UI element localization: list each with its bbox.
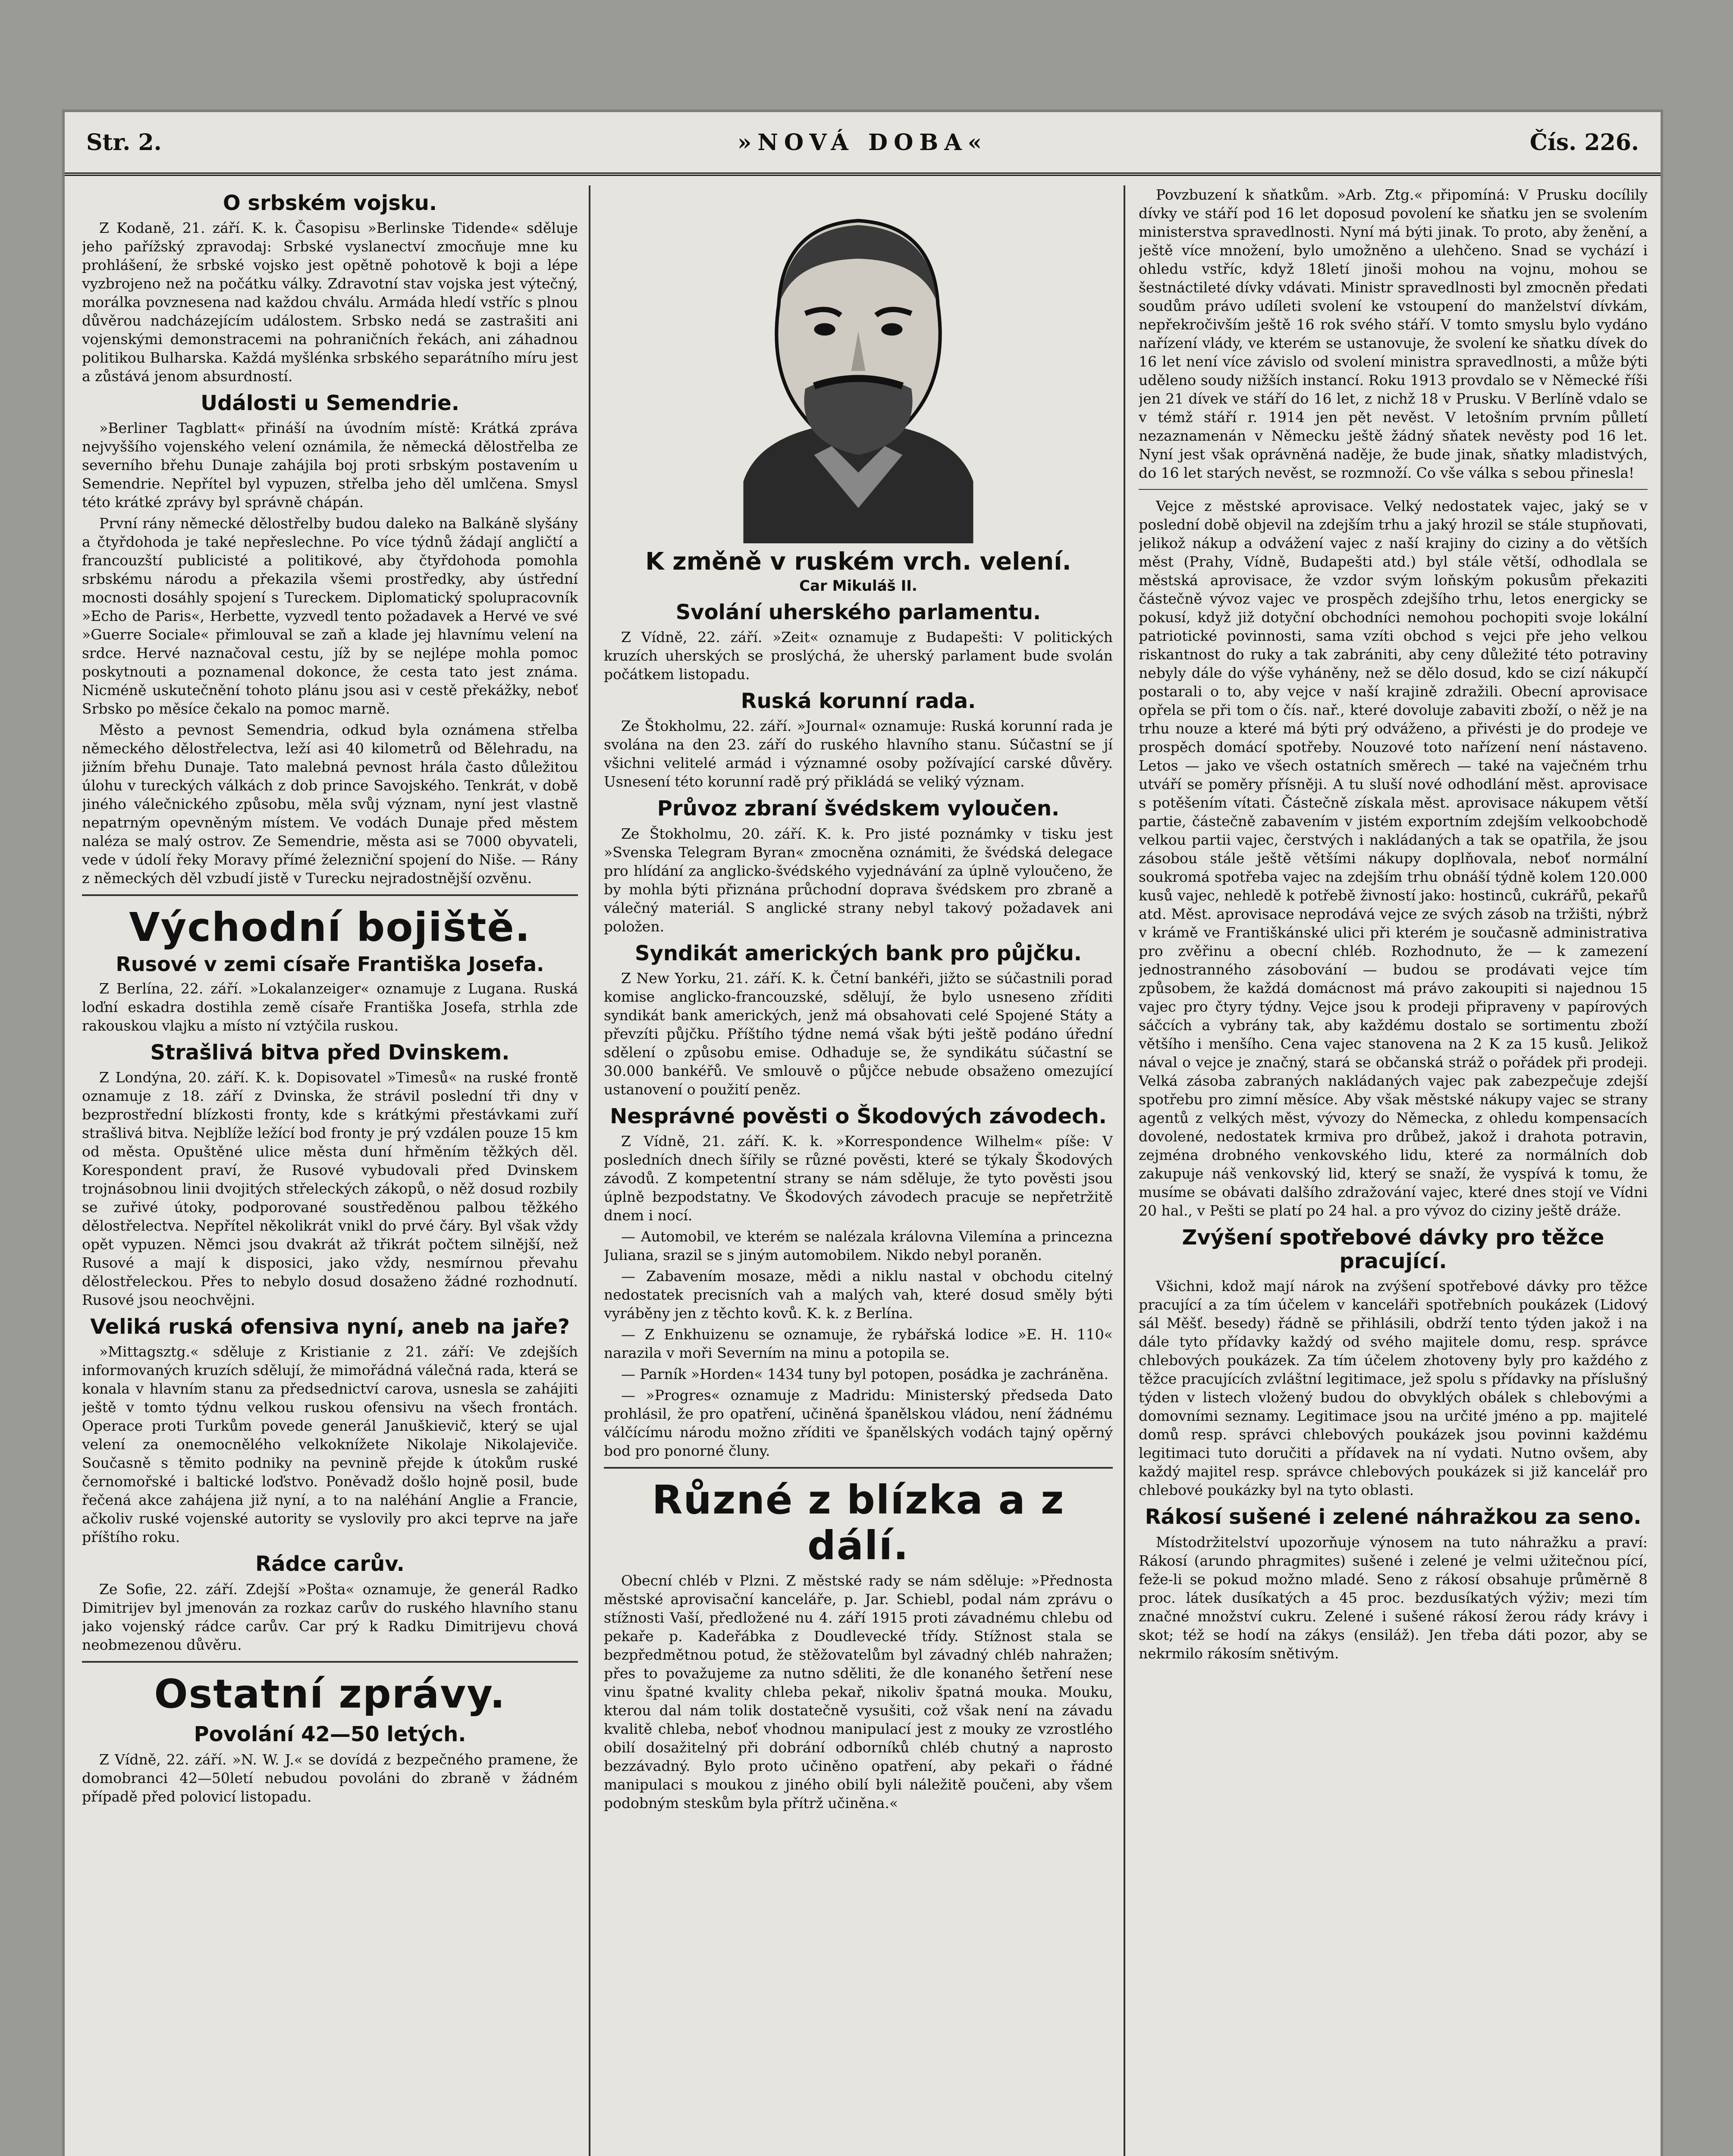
newspaper-page xyxy=(65,112,1661,2156)
article-body: — Parník »Horden« 1434 tuny byl potopen, posádka je zachráněna. xyxy=(621,1365,1108,1382)
section-divider xyxy=(82,894,578,896)
article-body: Povzbuzení k sňatkům. »Arb. Ztg.« připomíná: V Prusku docílily dívky ve stáří pod 16 let doposud povolení ke sňatku jen se svolením ministerstva spravedlnosti. Nyní má býti jinak. To proto, aby ženění, a ještě více množení, bylo umožněno a ulehčeno. Snad se vychází i ohledu vstříc, když 18letí jinoši mohou na vojnu, mohou se šestnáctileté dívky vdávati. Ministr spravedlnosti byl zmocněn předati soudům právo udíleti svolení ke vstoupení do manželství dívkám, nepřekročivším ještě 16 rok svého stáří. V tomto smyslu bylo vydáno nařízení vlády, ve kterém se ustanovuje, že svolení ke sňatku dívek do 16 let není více závislo od svolení ministra spravedlnosti, a může býti uděleno soudy nižších instancí. Roku 1913 provdalo se v Německé říši jen 21 dívek ve stáří do 16 let, z nichž 18 v Prusku. V Berlíně vdalo se v témž stáří r. 1914 jen pět nevěst. V letošním prvním půlletí nezaznamenán v Německu ještě žádný sňatek nevěsty pod 16 let. Nyní jest však oprávněná naděje, že bude jinak, sňatky mladistvých, do 16 let starých nevěst, se rozmnoží. Co vše válka s sebou přinesla! xyxy=(1139,186,1648,481)
article-body: Z Berlína, 22. září. »Lokalanzeiger« oznamuje z Lugana. Ruská loďní eskadra dostihla země císaře Františka Josefa, strhla zde rakouskou vlajku a místo ní vztýčila ruskou. xyxy=(82,980,578,1034)
article-body: »Berliner Tagblatt« přináší na úvodním místě: Krátká zpráva nejvyššího vojenského velení oznámila, že německá dělostřelba ze severního břehu Dunaje zahájila boj proti srbským postavením u Semendrie. Nepřítel byl vypuzen, střelba jeho děl umlčena. Smysl této krátké zprávy byl správně chápán. xyxy=(82,420,578,511)
article-title: Rádce carův. xyxy=(255,1552,405,1576)
tsar-portrait-illustration xyxy=(681,190,1035,543)
article-body: Z Vídně, 22. září. »Zeit« oznamuje z Budapešti: V politických kruzích uherských se proslýchá, že uherský parlament bude svolán počátkem listopadu. xyxy=(604,629,1113,683)
article-body: Všichni, kdož mají nárok na zvýšení spotřebové dávky pro těžce pracující a za tím účelem v kanceláři spotřebních poukázek (Lidový sál Měšť. besedy) řádně se přihlásili, obdrží tento týden jakož i na dále tyto přídavky každý od svého majitele domu, resp. správce chlebových poukázek. Za tím účelem zhotoveny byly pro každého z těžce pracujících zvláštní legitimace, jež spolu s přídavky na příslušný týden v listech vložený budou do obvyklých obálek s chlebovými a domovními seznamy. Legitimace jsou na určité jméno a pp. majitelé domů resp. správci chlebových poukázek jsou povinni každému legitimaci tuto doručiti a přídavek na ní vydati. Nutno ovšem, aby každý majitel resp. správce chlebových poukázek si již kancelář pro chlebové poukázky byl na tyto oblasti. xyxy=(1139,1278,1648,1499)
article-title: Syndikát amerických bank pro půjčku. xyxy=(635,941,1082,965)
masthead: »NOVÁ DOBA« xyxy=(737,129,988,156)
article-body: Obecní chléb v Plzni. Z městské rady se nám sděluje: »Přednosta městské aprovisační kanceláře, p. Jar. Schiebl, podal nám zprávu o stížnosti Vaší, předložené nu 4. září 1915 proti závadnému chlebu od pekaře p. Kadeřábka z Doudlevecké třídy. Stížnost stala se bezpředmětnou potud, že stěžovatelům byl závadný chléb nahražen; přes to považujeme za nutno sděliti, že dle konaného šetření nese vinu špatné kvality chleba pekař, nikoliv špatná mouka. Mouku, kterou dal nám tolik dostatečně vysušiti, což však není na závadu kvalitě chleba, neboť vhodnou manipulací jest z mouky ze vzrostlého obilí dosažitelný při dobrání odborníků chléb chutný a naprosto bezzávadný. Bylo proto učiněno opatření, aby pekaři o řádné manipulaci s moukou z jiného obilí byli náležitě poučeni, aby všem podobným steskům byla přítrž učiněna.« xyxy=(604,1572,1113,1811)
column-right xyxy=(1139,185,1648,2156)
portrait-caption: Car Mikuláš II. xyxy=(799,577,917,595)
article-body: První rány německé dělostřelby budou daleko na Balkáně slyšány a čtyřdohoda je také nepřeslechne. Po více týdnů žádají angličtí a francouzští publicisté a politikové, aby čtyřdohoda pomohla srbskému národu a překazila všemi prostředky, aby ústřední mocnosti dosáhly spojení s Tureckem. Diplomatický spolupracovník »Echo de Paris«, Herbette, vyzvedl tento požadavek a Hervé ve své »Guerre Sociale« přimlouval se zaň a klade jej hlavnímu velení na srdce. Hervé naznačoval cestu, jíž by se nejlépe mohla pomoc poskytnouti a poznamenal dokonce, že cesta tato jest známa. Nicméně uskutečnění tohoto plánu jsou asi v cestě překážky, neboť Srbsko po měsíce čekalo na pomoc marně. xyxy=(82,515,578,718)
article-body: Z Vídně, 21. září. K. k. »Korrespondence Wilhelm« píše: V posledních dnech šířily se různé pověsti, které se týkaly Škodových závodů. Z kompetentní strany se nám sděluje, že tyto pověsti jsou úplně bezpodstatny. Ve Škodových závodech pracuje se nepřetržitě dnem i nocí. xyxy=(604,1132,1113,1224)
column-left xyxy=(82,185,578,2156)
column-rule xyxy=(1124,185,1125,2156)
article-title: Průvoz zbraní švédskem vyloučen. xyxy=(657,796,1060,821)
article-title: Veliká ruská ofensiva nyní, aneb na jaře? xyxy=(90,1315,570,1339)
section-heading: Ostatní zprávy. xyxy=(154,1670,506,1717)
article-title: Rusové v zemi císaře Františka Josefa. xyxy=(116,953,544,976)
article-body: Ze Štokholmu, 22. září. »Journal« oznamuje: Ruská korunní rada je svolána na den 23. září do ruského hlavního stanu. Súčastní se jí všichni velitelé armád i významné osoby požívající carské důvěry. Usnesení této korunní radě prý přikládá se veliký význam. xyxy=(604,718,1113,790)
article-body: Vejce z městské aprovisace. Velký nedostatek vajec, jaký se v poslední době objevil na zdejším trhu a jaký hrozil se stále stupňovati, jelikož nákup a odvážení vajec z naší krajiny do ciziny a do větších měst (Prahy, Vídně, Budapešti atd.) byl stále větší, odhodlala se městská aprovisace, že vzdor svým loňským pokusům překaziti částečně vývoz vajec ve prospěch zdejšího trhu, letos energicky se pokusí, když již dotyční obchodníci nemohou pochopiti svoje lokální patriotické povinnosti, sama vzíti obchod s vejci pře jeho velkou riskantnost do ruky a tak zabrániti, aby ceny důležité této potraviny nebyly dále do výše vyháněny, než se dělo dosud, kdo se cizí nákupčí postarali o to, aby vejce v naší krajině zdražili. Obecní aprovisace opřela se při tom o čís. nař., které dovoluje zabaviti zboží, o něž je na trhu nouze a které má býti prý odváženo, a přivésti je do prodeje ve prospěch domácí spotřeby. Nouzové toto nařízení není nástaveno. Letos — jako ve všech ostatních směrech — také na vaječném trhu utváří se poměry přísněji. A tu sluší nové odhodlání měst. aprovisace s potěšením vítati. Částečně získala měst. aprovisace nákupem větší partie, částečně zabavením v jistém exportním zdejším velkoobchodě velkou partii vajec, čerstvých i nakládaných a tak se opatřila, že jsou zásobou stále ještě většími nákupy doplňovala, neboť normální soukromá spotřeba vajec na zdejším trhu obnáší týdně kolem 120.000 kusů vajec, nehledě k potřebě živností jako: hostinců, cukrářů, pekařů atd. Měst. aprovisace neprodává vejce ze svých zásob na tržišti, nýbrž v krámě ve Františkánské ulici při kterém je současně administrativa pro zvěřinu a obecní chléb. Rozhodnuto, že — k zamezení jednostranného zásobování — budou se prodávati vejce tím způsobem, že každá domácnost má právo zakoupiti si najednou 15 vajec pro čtyry týdny. Vejce jsou k prodeji připraveny v papírových sáčcích a vybrány tak, aby každému dostalo se sortimentu zboží většího i menšího. Cena vajec stanovena na 2 K za 15 kusů. Jelikož nával o vejce je značný, stará se občanská stráž o pořádek při prodeji. Velká zásoba zabraných nakládaných vajec pak zabezpečuje zdejší spotřebu pro zimní měsíce. Aby však městské nákupy vajec se strany agentů z velkých měst, vývozy do Německa, z ohledu kompensacích dovolené, nedostatek krmiva pro drůbež, jakož i drahota potravin, zejména drobného venkovského lidu, které za normálních dob zakupuje náš venkovský lid, který se snaží, že vyspívá k tomu, že musíme se obávati dalšího zdražování vajec, které dnes stojí ve Vídni 20 hal., v Pešti se platí po 24 hal. a pro vývoz do ciziny ještě dráže. xyxy=(1139,498,1648,1219)
portrait-title: K změně v ruském vrch. velení. xyxy=(645,548,1071,576)
article-body: Ze Sofie, 22. září. Zdejší »Pošta« oznamuje, že generál Radko Dimitrijev byl jmenován za rozkaz carův do ruského hlavního stanu jako vojenský rádce carův. Car prý k Radku Dimitrijevu chová neobmezenou důvěru. xyxy=(82,1580,578,1653)
article-title: Ruská korunní rada. xyxy=(741,689,976,714)
article-title: Svolání uherského parlamentu. xyxy=(675,600,1041,624)
article-title: Nesprávné pověsti o Škodových závodech. xyxy=(610,1104,1107,1128)
article-divider xyxy=(1139,489,1648,490)
section-heading: Různé z blízka a z dálí. xyxy=(652,1476,1065,1569)
article-body: Z New Yorku, 21. září. K. k. Četní bankéři, jižto se súčastnili porad komise anglicko-francouzské, sdělují, že bylo usneseno zříditi syndikát bank amerických, jenž má obsahovati celé Spojené Státy a převzíti půjčku. Příštího týdne nemá však býti ještě podáno úřední sdělení o způsobu emise. Odhaduje se, že syndikátu súčastní se 30.000 bankéřů. Ve smlouvě o půjčce nebude obsaženo omezující ustanovení o použití peněz. xyxy=(604,969,1113,1098)
article-title: Události u Semendrie. xyxy=(201,391,459,416)
section-divider xyxy=(82,1661,578,1663)
article-body: — Zabavením mosaze, mědi a niklu nastal v obchodu citelný nedostatek precisních vah a malých vah, které dosud směly býti vyráběny jen z těchto kovů. K. k. z Berlína. xyxy=(604,1267,1113,1322)
column-middle xyxy=(604,185,1113,2156)
section-heading: Východní bojiště. xyxy=(129,904,531,951)
article-title: O srbském vojsku. xyxy=(223,191,437,215)
article-title: Strašlivá bitva před Dvinskem. xyxy=(150,1040,510,1065)
article-body: Město a pevnost Semendria, odkud byla oznámena střelba německého dělostřelectva, leží asi 40 kilometrů od Bělehradu, na jižním břehu Dunaje. Tato malebná pevnost hrála často důležitou úlohu v tureckých válkách z dob prince Savojského. Tenkrát, v době jiného válečnického způsobu, měla svůj význam, nyní jest vlastně nepatrným opevněným místem. Ve vodách Dunaje před městem naléza se malý ostrov. Ze Semendrie, města asi se 7000 obyvateli, vede v údolí řeky Moravy přímé železniční spojení do Niše. — Rány z německých děl vzbudí jistě v Turecku nejradostnější ozvěnu. xyxy=(82,721,578,887)
issue-number: Čís. 226. xyxy=(1529,129,1639,156)
article-body: »Mittagsztg.« sděluje z Kristianie z 21. září: Ve zdejších informovaných kruzích sdělují, že mimořádná válečná rada, která se konala v hlavním stanu za předsednictví carova, usnesla se zahájiti ještě v tomto týdnu velkou ruskou ofensivu na všech frontách. Operace proti Turkům povede generál Januškievič, který se ujal velení za onemocnělého velkoknížete Nikolaje Nikolajeviče. Současně s těmito podniky na pevnině přejde k útokům ruské černomořské i baltické loďstvo. Poněvadž došlo hojně posil, bude řečená akce zahájena již nyní, a to na naléhání Anglie a Francie, ačkoliv ruské vojenské autority se vyslovily pro akci teprve na jaře příštího roku. xyxy=(82,1343,578,1546)
article-body: — Automobil, ve kterém se nalézala královna Vilemína a princezna Juliana, srazil se s jiným automobilem. Nikdo nebyl poraněn. xyxy=(604,1228,1113,1263)
column-rule xyxy=(589,185,590,2156)
section-divider xyxy=(604,1467,1113,1469)
article-title: Povolání 42—50 letých. xyxy=(194,1722,466,1747)
article-body: Z Vídně, 22. září. »N. W. J.« se dovídá z bezpečného pramene, že domobranci 42—50letí nebudou povoláni do zbraně v žádném případě před polovicí listopadu. xyxy=(82,1751,578,1805)
article-body: Z Kodaně, 21. září. K. k. Časopisu »Berlinske Tidende« sděluje jeho pařížský zpravodaj: Srbské vyslanectví zmocňuje mne ku prohlášení, že srbské vojsko jest opětně pohotově k boji a lépe vyzbrojeno než na počátku války. Zdravotní stav vojska jest výtečný, morálka povznesena nad každou chválu. Armáda hledí vstříc s plnou důvěrou nadcházejícím událostem. Srbsko nedá se zastrašiti ani vojenskými demonstracemi na pohraničních řekách, ani záhadnou politikou Bulharska. Každá myšlénka srbského separátního míru jest a zůstává jenom absurdností. xyxy=(82,219,578,385)
article-body: Místodržitelství upozorňuje výnosem na tuto náhražku a praví: Rákosí (arundo phragmites) sušené i zelené je velmi užitečnou pící, feže-li se pokud možno mladé. Seno z rákosí obsahuje průměrně 8 proc. látek dusíkatých a 45 proc. bezdusíkatých výživ; mezi tím značné množství cukru. Zelené i sušené rákosí žerou rády krávy i skot; též se hodí na zákys (ensiláž). Jen třeba dáti pozor, aby se nekrmilo rákosím snětivým. xyxy=(1139,1533,1648,1662)
article-body: Ze Štokholmu, 20. září. K. k. Pro jisté poznámky v tisku jest »Svenska Telegram Byran« zmocněna oznámiti, že švédská delegace pro hlídání za anglicko-švédského vyjednávání za úplně vyloučeno, že by mohla býti přiznána průchodní doprava švédskem pro zbraně a válečný materiál. S anglické strany nebyl takový požadavek ani položen. xyxy=(604,825,1113,935)
article-body: — »Progres« oznamuje z Madridu: Ministerský předseda Dato prohlásil, že pro opatření, učiněná španělskou vládou, není žádnému válčícímu národu možno zříditi ve španělských vodách tajný opěrný bod pro ponorné čluny. xyxy=(604,1386,1113,1459)
article-body: — Z Enkhuizenu se oznamuje, že rybářská lodice »E. H. 110« narazila v moři Severním na minu a potopila se. xyxy=(604,1326,1113,1361)
article-body: Z Londýna, 20. září. K. k. Dopisovatel »Timesů« na ruské frontě oznamuje z 18. září z Dvinska, že strávil poslední tři dny v bezprostřední blízkosti fronty, kde s krátkými přestávkami zuří strašlivá bitva. Nejblíže ležící bod fronty je prý vzdálen pouze 15 km od města. Opuštěné ulice města duní hřměním těžkých děl. Korespondent praví, že Rusové vybudovali před Dvinskem trojnásobnou linii dvojitých střeleckých zákopů, o něž dosud rozbily se zuřivé útoky, podporované soustředěnou palbou těžkého dělostřelectva. Nepřítel několikrát vnikl do prvé čáry. Byl však vždy opět vypuzen. Němci jsou dvakrát až třikrát počtem silnější, než Rusové a mají k disposici, jako vždy, nesmírnou převahu dělostřeleckou. Přes to nebylo dosud dosaženo žádné rozhodnutí. Rusové jsou neochvějni. xyxy=(82,1069,578,1309)
article-title: Rákosí sušené i zelené náhražkou za seno. xyxy=(1145,1505,1642,1529)
page-header xyxy=(65,112,1661,176)
page-issue: Str. 2. xyxy=(86,129,162,156)
article-title: Zvýšení spotřebové dávky pro těžce pracující. xyxy=(1182,1225,1604,1274)
